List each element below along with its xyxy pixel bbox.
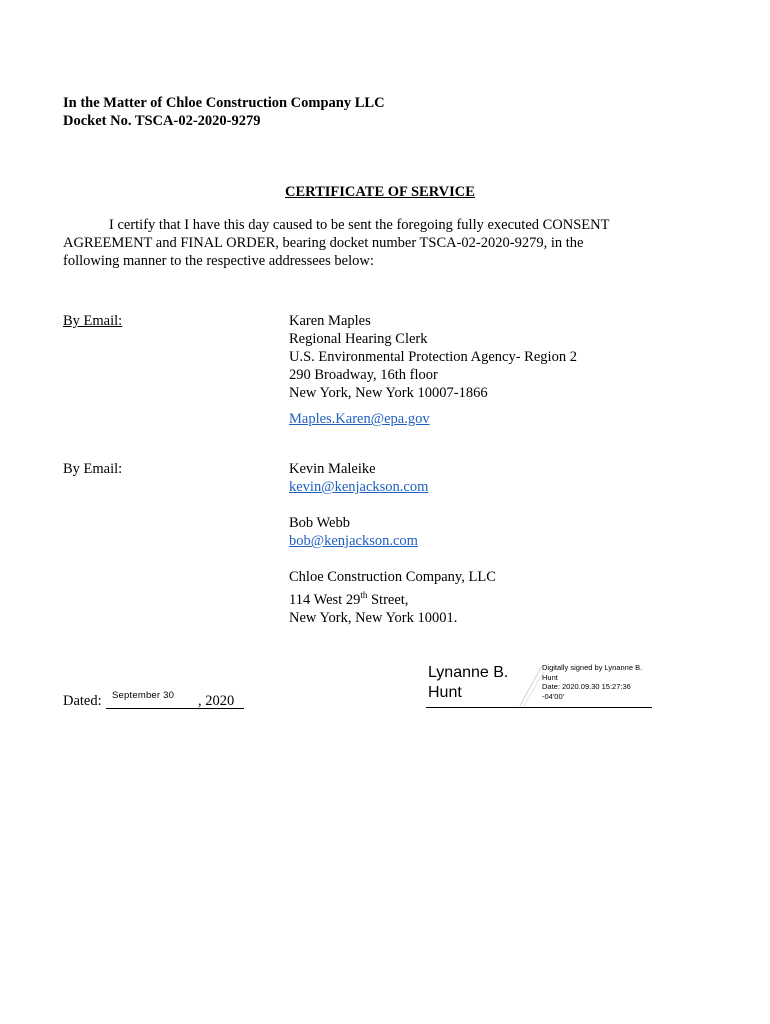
dated-label: Dated: xyxy=(63,693,102,709)
dated-value: September 30 xyxy=(112,690,175,701)
recipient-block-1 xyxy=(289,312,577,428)
recipient-email-link[interactable]: bob@kenjackson.com xyxy=(289,533,418,549)
company-city: New York, New York 10001. xyxy=(289,609,458,626)
recipient-street: 290 Broadway, 16th floor xyxy=(289,367,438,383)
digital-signature-details: Digitally signed by Lynanne B. Hunt Date: 2020.09.30 15:27:36 -04'00' xyxy=(542,663,643,701)
dated-year: , 2020 xyxy=(198,693,235,709)
certification-paragraph xyxy=(63,216,643,270)
service-method-1: By Email: xyxy=(63,313,123,329)
signature-line xyxy=(426,707,652,708)
certification-text: I certify that I have this day caused to be sent the foregoing fully executed CONSENT AGREEMENT and FINAL ORDER, bearing docket number TSCA-02-2020-9279, in the following manner to the respective addressees below: xyxy=(63,217,610,269)
company-street: 114 West 29th Street, xyxy=(289,590,409,608)
service-method-2: By Email: xyxy=(63,461,123,477)
recipient-name: Bob Webb xyxy=(289,515,350,531)
recipient-name: Karen Maples xyxy=(289,313,371,329)
company-name: Chloe Construction Company, LLC xyxy=(289,569,496,585)
matter-heading: In the Matter of Chloe Construction Company LLC xyxy=(63,95,385,111)
recipient-email-link[interactable]: Maples.Karen@epa.gov xyxy=(289,411,430,427)
recipient-organization: U.S. Environmental Protection Agency- Region 2 xyxy=(289,349,577,365)
recipient-title: Regional Hearing Clerk xyxy=(289,331,428,347)
signer-name: Lynanne B. Hunt xyxy=(428,664,509,701)
certificate-title: CERTIFICATE OF SERVICE xyxy=(285,184,475,200)
recipient-name: Kevin Maleike xyxy=(289,461,376,477)
docket-number: Docket No. TSCA-02-2020-9279 xyxy=(63,113,261,129)
recipient-block-2 xyxy=(289,460,496,627)
recipient-email-link[interactable]: kevin@kenjackson.com xyxy=(289,479,429,495)
recipient-city: New York, New York 10007-1866 xyxy=(289,385,488,401)
